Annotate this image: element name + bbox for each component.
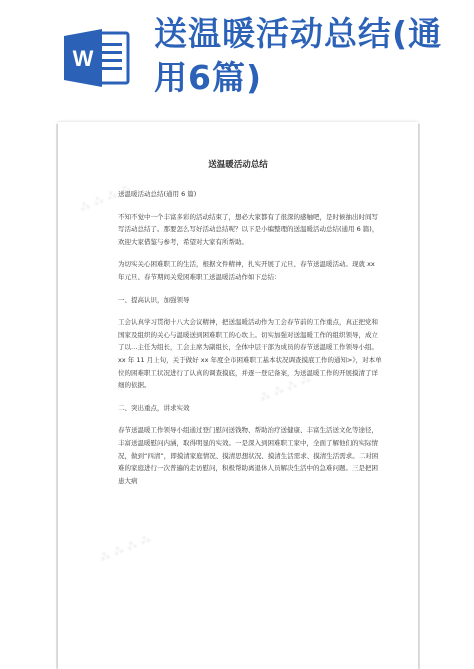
section-heading: 二、突出重点，讲求实效 — [118, 403, 190, 412]
paragraph: 春节送温暖工作领导小组通过登门慰问送钱物、帮助治疗送健康、丰富生活送文化等途径，丰富送温暖慰问内涵，取得明显的实效。一是深入到困难职工家中，全面了解他们的实际情况，做到“四清”，即摸清家庭情况、摸清思想状况、摸清生活需求、摸清生活需求。二对困难的家庭进行一次普遍的走访慰问，积极帮助离退休人员解决生活中的急难问题。三是把困患大病 — [118, 426, 379, 485]
watermark: ⁂ ⁂ ⁂ ⁂ — [97, 532, 153, 565]
section-heading: 一、提高认识，加强领导 — [118, 295, 190, 304]
paragraph: 送温暖活动总结(通用 6 篇) — [118, 190, 197, 198]
paragraph: 不知不觉中一个丰富多彩的活动结束了，想必大家都有了很深的感触吧，是时候抽出时间写写活动总结了。那要怎么写好活动总结呢？以下是小编整理的送温暖活动总结(通用 6 篇)，欢迎大家借鉴与参考，希望对大家有所帮助。 — [118, 212, 379, 246]
document-body — [118, 188, 382, 497]
watermark: ⁂ ⁂ ⁂ ⁂ — [77, 182, 133, 215]
page-title: 送温暖活动总结(通用6篇) — [154, 14, 443, 97]
svg-text:W: W — [72, 46, 94, 71]
paragraph: 工会认真学习贯彻十八大会议精神，把送温暖活动作为工会春节前的工作重点，真正把党和国家及组织的关心与温暖送到困难职工的心坎上。切实加强对送温暖工作的组织领导，成立了以…主任为组长，工会主席为副组长，全体中层干部为成员的春节送温暖工作领导小组。 xx 年 11 月上旬，关于做好 xx 年度全市困难职工基本状况调查摸底工作的通知>》，对本单位的困难职工状况进行了认真的调查摸底，并逐一登记备案，为送温暖工作的开展摸清了详细的依据。 — [118, 318, 382, 390]
word-document-icon — [62, 27, 132, 89]
document-page — [58, 122, 418, 669]
watermark: ⁂ ⁂ ⁂ ⁂ — [257, 372, 313, 405]
document-title: 送温暖活动总结 — [208, 160, 268, 170]
paragraph: 为切实关心困难职工的生活，根据文件精神，扎实开展了元旦、春节送温暖活动。现就 xx 年元旦、春节期间关爱困难职工送温暖活动作如下总结： — [118, 260, 375, 281]
page-header — [0, 0, 474, 118]
